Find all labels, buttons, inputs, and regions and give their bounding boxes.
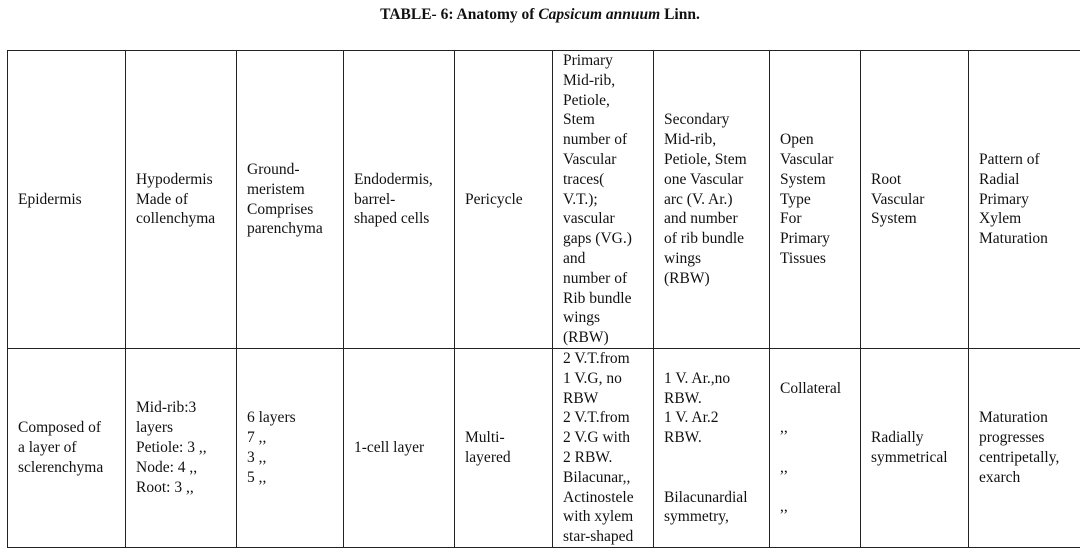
cell-hypodermis: Mid-rib:3 layers Petiole: 3 ,, Node: 4 ,, Root: 3 ,, bbox=[126, 349, 237, 548]
cell-secondary: 1 V. Ar.,no RBW. 1 V. Ar.2 RBW. Bilacunardial symmetry, bbox=[654, 349, 770, 548]
header-cell-hypodermis: Hypodermis Made of collenchyma bbox=[126, 51, 237, 349]
cell-xylem-maturation: Maturation progresses centripetally, exarch bbox=[969, 349, 1080, 548]
header-cell-root-vascular: Root Vascular System bbox=[861, 51, 969, 349]
header-cell-primary: Primary Mid-rib, Petiole, Stem number of Vascular traces( V.T.); vascular gaps (VG.) and number of Rib bundle wings (RBW) bbox=[553, 51, 654, 349]
header-cell-epidermis: Epidermis bbox=[8, 51, 126, 349]
title-species: Capsicum annuum bbox=[538, 6, 661, 23]
cell-pericycle: Multi- layered bbox=[455, 349, 553, 548]
cell-endodermis: 1-cell layer bbox=[344, 349, 455, 548]
header-cell-ground-meristem: Ground- meristem Comprises parenchyma bbox=[237, 51, 344, 349]
header-cell-xylem-maturation: Pattern of Radial Primary Xylem Maturation bbox=[969, 51, 1080, 349]
title-suffix: Linn. bbox=[660, 6, 700, 23]
title-prefix: TABLE- 6: Anatomy of bbox=[380, 6, 539, 23]
anatomy-table bbox=[7, 50, 1080, 548]
cell-root-vascular: Radially symmetrical bbox=[861, 349, 969, 548]
cell-ground-meristem: 6 layers 7 ,, 3 ,, 5 ,, bbox=[237, 349, 344, 548]
header-cell-endodermis: Endodermis, barrel- shaped cells bbox=[344, 51, 455, 349]
header-cell-secondary: Secondary Mid-rib, Petiole, Stem one Vascular arc (V. Ar.) and number of rib bundle wings (RBW) bbox=[654, 51, 770, 349]
cell-epidermis: Composed of a layer of sclerenchyma bbox=[8, 349, 126, 548]
cell-open-vascular: Collateral ,, ,, ,, bbox=[770, 349, 861, 548]
header-cell-open-vascular: Open Vascular System Type For Primary Tissues bbox=[770, 51, 861, 349]
header-row bbox=[8, 51, 1080, 349]
cell-primary: 2 V.T.from 1 V.G, no RBW 2 V.T.from 2 V.G with 2 RBW. Bilacunar,, Actinostele with xylem star-shaped bbox=[553, 349, 654, 548]
header-cell-pericycle: Pericycle bbox=[455, 51, 553, 349]
table-row bbox=[8, 349, 1080, 548]
table-title bbox=[0, 5, 1080, 25]
